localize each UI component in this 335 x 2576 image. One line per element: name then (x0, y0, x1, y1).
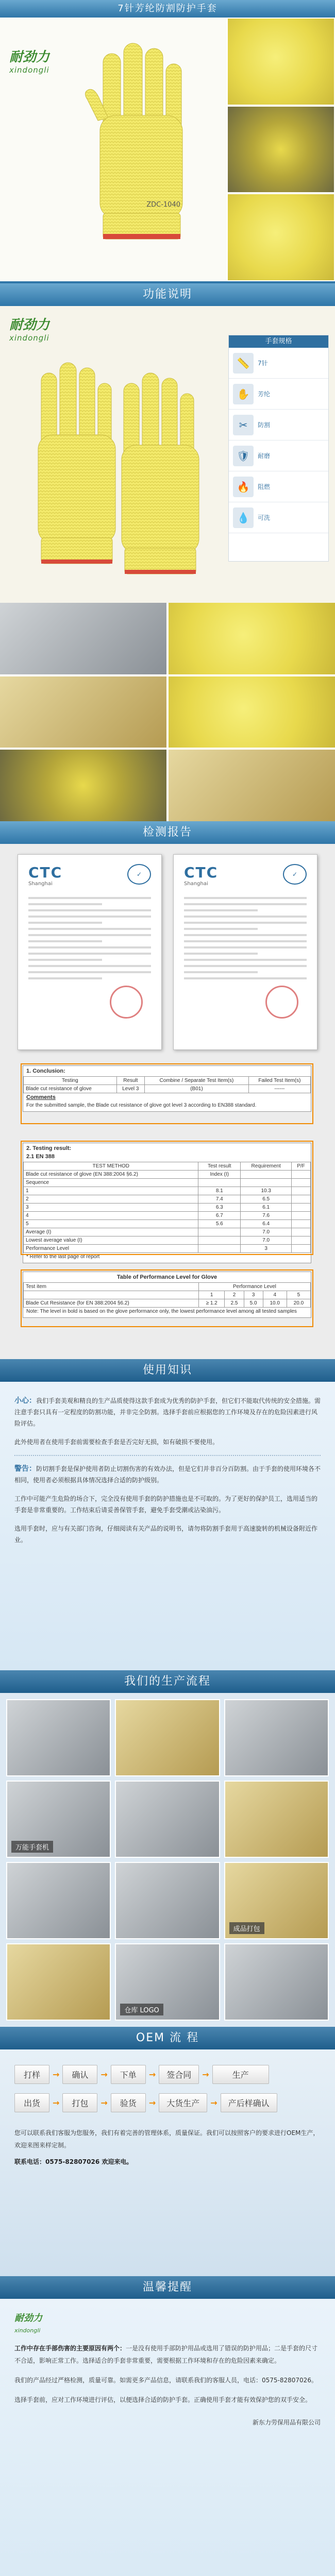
table-cell: 20.0 (287, 1299, 310, 1308)
production-photo (6, 1699, 111, 1776)
oem-text (14, 2127, 321, 2168)
level-cell: 5 (287, 1291, 310, 1299)
production-photo (224, 1781, 329, 1858)
table-cell: 7.6 (241, 1212, 292, 1220)
table-cell: 3 (241, 1245, 292, 1253)
demo-photo (0, 676, 166, 748)
test-item-header: Test item (24, 1283, 199, 1291)
spec-item-label: 芳纶 (258, 391, 271, 398)
production-caption: 仓库 LOGO (120, 2004, 163, 2015)
table-cell: 6.7 (198, 1212, 241, 1220)
table-cell: Average (I) (24, 1228, 198, 1236)
oem-description: 您可以联系我们客服为您服务，我们有着完善的管理体系，质量保证。我们可以按照客户的要求进行OEM生产，欢迎来图来样定制。 (14, 2129, 320, 2149)
usage-title: 使用知识 (0, 1359, 335, 1382)
flow-arrow-icon: → (53, 2070, 60, 2079)
production-photo (115, 1781, 220, 1858)
report-section (0, 844, 335, 1359)
demo-photo (0, 603, 166, 674)
usage-paragraph: 警告：防切割手套是保护使用者防止切割伤害的有效办法，但是它们并非百分百防割。由于手套的使用环境各不相同，使用者必须根据具体情况选择合适的防护级别。 (14, 1465, 321, 1484)
flow-arrow-icon: → (210, 2098, 217, 2108)
oem-section (0, 2049, 335, 2276)
oem-step: 出货 (14, 2093, 49, 2112)
highlight-frame (21, 1063, 313, 1124)
testing-footnote: * Refer to the last page of report (26, 1254, 100, 1260)
table-cell: 6.4 (241, 1220, 292, 1228)
production-photo (224, 1699, 329, 1776)
oem-step: 确认 (62, 2065, 97, 2084)
production-grid (0, 1693, 335, 2027)
function-title: 功能说明 (0, 283, 335, 306)
remind-title: 温馨提醒 (0, 2276, 335, 2299)
cert-sub: Shanghai (28, 881, 53, 887)
spec-item (229, 502, 328, 533)
certificate-page (173, 854, 317, 1050)
level-cell: 1 (198, 1291, 225, 1299)
table-header: TEST METHOD (24, 1162, 198, 1171)
production-photo (6, 1943, 111, 2021)
production-photo (115, 1943, 220, 2021)
table-cell: 6.5 (241, 1195, 292, 1204)
function-photo-grid (0, 603, 335, 821)
production-caption: 成品打包 (229, 1922, 264, 1934)
table-cell: ------ (248, 1085, 310, 1093)
spec-item (229, 410, 328, 440)
hero-main-photo (0, 18, 227, 281)
oem-flow-row (14, 2065, 321, 2084)
oem-step: 生产 (212, 2065, 269, 2084)
table-cell: 8.1 (198, 1187, 241, 1195)
remind-headline: 工作中存在手部伤害的主要原因有两个： (14, 2345, 126, 2352)
demo-photo (169, 603, 335, 674)
caution-label: 小心： (14, 1397, 36, 1405)
table-cell: 2.5 (225, 1299, 244, 1308)
detail-photo (227, 193, 335, 281)
table-cell: 7.0 (241, 1228, 292, 1236)
hero-title: 7针芳纶防割防护手套 (0, 0, 335, 18)
table-cell: 7.4 (198, 1195, 241, 1204)
table-header: Result (116, 1077, 144, 1085)
cert-badge-icon: ✓ (127, 864, 151, 885)
table-cell: 4 (24, 1212, 198, 1220)
spec-item (229, 440, 328, 471)
perf-level-header: Performance Level (198, 1283, 310, 1291)
flow-arrow-icon: → (148, 2070, 156, 2079)
usage-paragraph: 小心：我们手套美观和精良的生产品质使得这款手套成为优秀的防护手套，但它们不能取代传统的安全措施。需注意手套只具有一定程度的防割功能，并非完全防割。选择手套前应根据您的工作环境及存在的危险因素进行风险评估。 (14, 1397, 321, 1427)
flow-arrow-icon: → (53, 2098, 60, 2108)
table-cell: Blade cut resistance of glove (24, 1085, 117, 1093)
table-header: P/F (292, 1162, 311, 1171)
hand-icon: ✋ (233, 384, 254, 404)
report-title: 检测报告 (0, 821, 335, 844)
table-cell: 6.3 (198, 1204, 241, 1212)
glove-pair-image (21, 342, 216, 584)
table-cell: 3 (24, 1204, 198, 1212)
spec-item (229, 471, 328, 502)
table-cell: 6.1 (241, 1204, 292, 1212)
brand-name-en: xindongli (9, 65, 49, 75)
production-title: 我们的生产流程 (0, 1670, 335, 1693)
testing-heading: 2. Testing result: (26, 1145, 72, 1151)
brand-name-cn: 耐劲力 (9, 317, 50, 333)
shield-icon: 🛡 (233, 446, 254, 466)
wash-icon: 💧 (233, 507, 254, 528)
hero-detail-photos (227, 18, 335, 281)
table-cell: Level 3 (116, 1085, 144, 1093)
brand-name-en: xindongli (14, 2327, 41, 2334)
conclusion-heading: 1. Conclusion: (26, 1068, 65, 1074)
table-cell: 1 (24, 1187, 198, 1195)
production-photo (6, 1781, 111, 1858)
production-photo (224, 1862, 329, 1939)
table-cell: Lowest average value (I) (24, 1236, 198, 1245)
spec-item (229, 379, 328, 410)
comments-text: For the submitted sample, the Blade cut resistance of glove got level 3 according to EN388 standard. (26, 1103, 257, 1108)
oem-flow-row (14, 2093, 321, 2112)
flow-arrow-icon: → (148, 2098, 156, 2108)
level-cell: 3 (244, 1291, 263, 1299)
production-photo (115, 1862, 220, 1939)
flow-arrow-icon: → (100, 2098, 108, 2108)
usage-section (0, 1382, 335, 1670)
production-photo (6, 1862, 111, 1939)
level-cell: 2 (225, 1291, 244, 1299)
cert-badge-icon: ✓ (283, 864, 307, 885)
oem-step: 打包 (62, 2093, 97, 2112)
highlight-frame (21, 1141, 313, 1255)
oem-step: 签合同 (159, 2065, 199, 2084)
flow-arrow-icon: → (202, 2070, 209, 2079)
cert-brand: CTC (28, 864, 63, 881)
certificate-page (18, 854, 162, 1050)
demo-photo (169, 676, 335, 748)
table-header: Requirement (241, 1162, 292, 1171)
table-header: Testing (24, 1077, 117, 1085)
spec-item-label: 防割 (258, 421, 271, 429)
performance-note: Note: The level in bold is based on the glove performance only, the lowest performance level among all tested samples (26, 1309, 297, 1314)
usage-paragraph: 工作中可能产生危险的场合下，完全没有使用手套的防护措施也是不可取的。为了更好的保护员工，选用适当的手套是非常重要的。工作结束后请妥善保管手套，避免手套受潮或沾染油污。 (14, 1495, 318, 1514)
comments-label: Comments (26, 1094, 56, 1100)
table-cell: 5.6 (198, 1220, 241, 1228)
flow-arrow-icon: → (100, 2070, 108, 2079)
spec-item-label: 耐磨 (258, 452, 271, 460)
brand-name-cn: 耐劲力 (14, 2313, 42, 2324)
spec-panel-title: 手套规格 (229, 335, 328, 348)
warning-label: 警告： (14, 1465, 36, 1473)
remind-paragraph: 我们的产品经过严格检测，质量可靠。如需更多产品信息，请联系我们的客服人员，电话：0575-82807026。 (14, 2377, 317, 2384)
usage-paragraph: 此外使用者在使用手套前需要检查手套是否完好无损，如有破损不要使用。 (14, 1438, 219, 1446)
cert-sub: Shanghai (184, 881, 208, 887)
brand-logo (9, 314, 49, 343)
perf-row-label: Blade Cut Resistance (for EN 388:2004 §6.2) (24, 1299, 199, 1308)
highlight-frame (21, 1269, 313, 1327)
detail-photo (227, 106, 335, 194)
table-cell: (B01) (145, 1085, 249, 1093)
table-cell: 7.0 (241, 1236, 292, 1245)
production-caption: 万能手套机 (11, 1841, 53, 1853)
function-section (0, 306, 335, 821)
remind-section: 耐劲力 xindongli 工作中存在手部伤害的主要原因有两个：一是没有使用手部防护用品或选用了错误的防护用品；二是手套的尺寸不合适，影响正常工作。选择适合的手套非常重要，需要根据工作环境和存在的危险因素来确定。 我们的产品经过严格检测，质量可靠。如需更多产品信息，请联系我们的客服人员，电话：0575-82807026。 选择手套前，应对工作环境进行评估，以便选择合适的防护手套。正确使用手套才能有效保护您的双手安全。 新东力劳保用品有限公司 (0, 2299, 335, 2576)
table-cell: 2 (24, 1195, 198, 1204)
oem-step: 打样 (14, 2065, 49, 2084)
brand-logo (9, 46, 49, 75)
company-signature: 新东力劳保用品有限公司 (252, 2419, 321, 2426)
oem-phone: 联系电话：0575-82807026 欢迎来电。 (14, 2158, 133, 2165)
level-cell: 4 (263, 1291, 287, 1299)
testing-subheading: 2.1 EN 388 (26, 1154, 55, 1160)
cert-brand: CTC (184, 864, 219, 881)
test-method: Blade cut resistance of glove (EN 388:2004 §6.2) (24, 1171, 198, 1179)
oem-step: 产后样确认 (221, 2093, 277, 2112)
table-header: Failed Test Item(s) (248, 1077, 310, 1085)
detail-photo (227, 18, 335, 106)
demo-photo (169, 750, 335, 821)
table-cell: 10.3 (241, 1187, 292, 1195)
table-cell: Sequence (24, 1179, 198, 1187)
table-cell: 10.0 (263, 1299, 287, 1308)
ruler-icon: 📏 (233, 353, 254, 374)
production-photo (224, 1943, 329, 2021)
remind-paragraph: 选择手套前，应对工作环境进行评估，以便选择合适的防护手套。正确使用手套才能有效保护您的双手安全。 (14, 2396, 312, 2403)
spec-item (229, 348, 328, 379)
spec-item-label: 7针 (258, 360, 268, 367)
cut-icon: ✂ (233, 415, 254, 435)
production-photo (115, 1699, 220, 1776)
table-cell: 5 (24, 1220, 198, 1228)
table-header: Test result (198, 1162, 241, 1171)
hero-section (0, 18, 335, 283)
cert-seal-icon (110, 986, 143, 1019)
oem-step: 验货 (111, 2093, 146, 2112)
spec-item-label: 可洗 (258, 514, 271, 521)
oem-step: 下单 (111, 2065, 146, 2084)
spec-panel (228, 335, 329, 562)
oem-step: 大货生产 (159, 2093, 207, 2112)
oem-title: OEM 流 程 (0, 2027, 335, 2049)
spec-item-label: 阻燃 (258, 483, 271, 490)
brand-name-en: xindongli (9, 333, 49, 343)
usage-paragraph: 选用手套时，应与有关部门咨询，仔细阅读有关产品的说明书，请勿将防割手套用于高速旋转的机械设备附近作业。 (14, 1525, 318, 1544)
table-header: Combine / Separate Test Item(s) (145, 1077, 249, 1085)
cert-seal-icon (265, 986, 298, 1019)
brand-name-cn: 耐劲力 (9, 49, 50, 65)
table-cell: 5.0 (244, 1299, 263, 1308)
table-cell: ≥ 1.2 (198, 1299, 225, 1308)
test-unit: Index (I) (198, 1171, 241, 1179)
performance-title: Table of Performance Level for Glove (116, 1274, 217, 1280)
glove-image (67, 33, 222, 249)
model-number: ZDC-1040 (146, 201, 180, 209)
table-cell: Performance Level (24, 1245, 198, 1253)
fire-icon: 🔥 (233, 477, 254, 497)
demo-photo (0, 750, 166, 821)
